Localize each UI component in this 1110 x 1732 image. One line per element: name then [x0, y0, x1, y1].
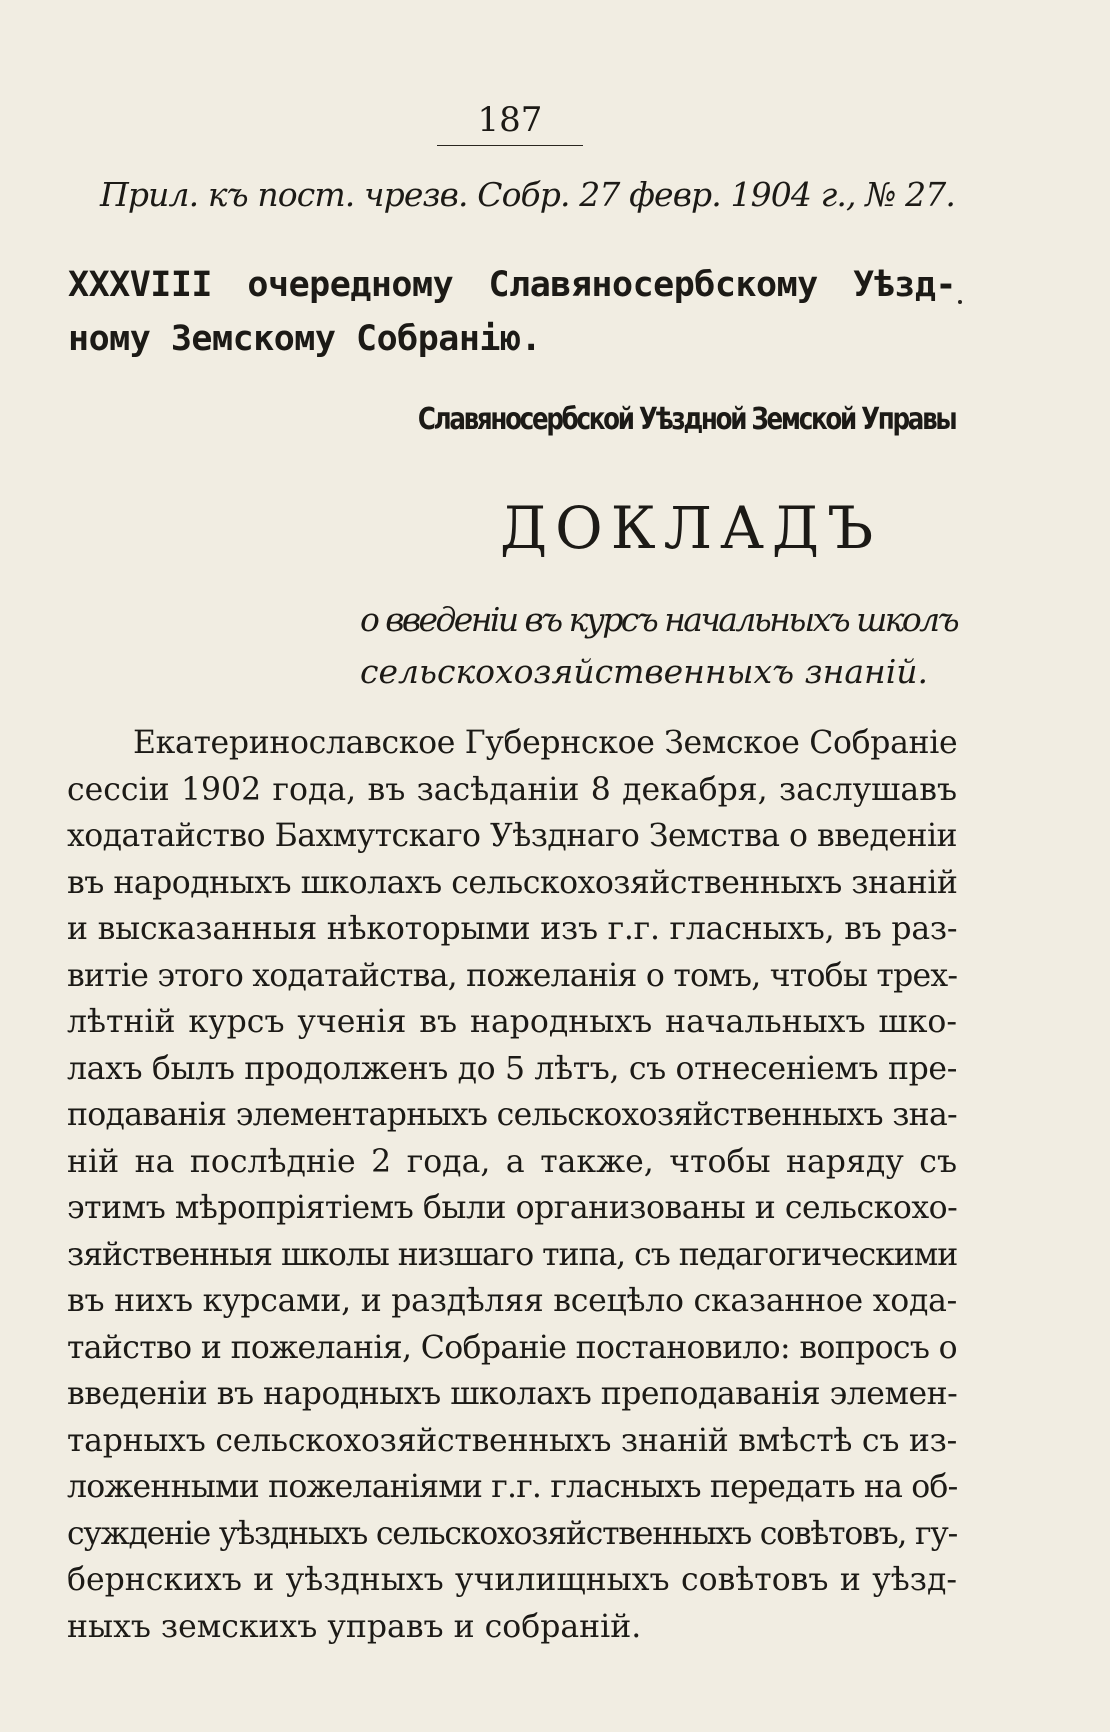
- body-line: ныхъ земскихъ управъ и собраній.: [67, 1608, 642, 1645]
- body-line: введеніи въ народныхъ школахъ преподаванія элемен-: [67, 1376, 958, 1412]
- body-line: сессіи 1902 года, въ засѣданіи 8 декабря, заслушавъ: [67, 771, 957, 808]
- body-line: ходатайство Бахмутскаго Уѣзднаго Земства о введеніи: [67, 818, 957, 854]
- body-line: тарныхъ сельскохозяйственныхъ знаній вмѣстѣ съ из-: [67, 1422, 957, 1459]
- addressee-heading: [68, 258, 956, 366]
- addressee-line-2: ному Земскому Собранію.: [68, 319, 542, 359]
- body-line: лѣтній курсъ ученія въ народныхъ начальныхъ шко-: [67, 1004, 957, 1040]
- body-line: тайство и пожеланія, Собраніе постановило: вопросъ о: [67, 1329, 957, 1366]
- addressee-line-1: XXXVIII очередному Славяносербскому Уѣзд-: [68, 265, 956, 305]
- document-subtitle: [360, 594, 957, 698]
- body-line: ній на послѣдніе 2 года, а также, чтобы наряду съ: [67, 1143, 957, 1180]
- appendix-reference: Прил. къ пост. чрезв. Собр. 27 февр. 1904 г., № 27.: [100, 175, 955, 214]
- body-line: въ народныхъ школахъ сельскохозяйственныхъ знаній: [67, 864, 958, 901]
- ink-mark: [958, 300, 962, 304]
- body-line: бернскихъ и уѣздныхъ училищныхъ совѣтовъ и уѣзд-: [67, 1562, 957, 1598]
- body-line: ложенными пожеланіями г.г. гласныхъ передать на об-: [67, 1469, 958, 1505]
- page-number: 187: [477, 100, 543, 140]
- body-line: и высказанныя нѣкоторыми изъ г.г. гласныхъ, въ раз-: [67, 911, 958, 947]
- issuer-heading: Славяносербской Уѣздной Земской Управы: [417, 402, 956, 437]
- body-line: лахъ былъ продолженъ до 5 лѣтъ, съ отнесеніемъ пре-: [67, 1050, 957, 1087]
- page-number-rule: [437, 145, 583, 146]
- body-paragraph: [67, 720, 957, 1650]
- subtitle-line-2: сельскохозяйственныхъ знаній.: [360, 652, 929, 691]
- document-title: ДОКЛАДЪ: [500, 494, 882, 562]
- body-line: Екатеринославское Губернское Земское Собраніе: [133, 725, 958, 761]
- body-line: сужденіе уѣздныхъ сельскохозяйственныхъ совѣтовъ, гу-: [67, 1515, 957, 1552]
- body-line: подаванія элементарныхъ сельскохозяйственныхъ зна-: [67, 1097, 957, 1133]
- body-line: этимъ мѣропріятіемъ были организованы и сельскохо-: [67, 1190, 958, 1226]
- subtitle-line-1: о введеніи въ курсъ начальныхъ школъ: [360, 600, 957, 639]
- body-line: витіе этого ходатайства, пожеланія о томъ, чтобы трех-: [67, 957, 958, 994]
- body-line: въ нихъ курсами, и раздѣляя всецѣло сказанное хода-: [67, 1283, 957, 1319]
- body-line: зяйственныя школы низшаго типа, съ педагогическими: [67, 1236, 958, 1273]
